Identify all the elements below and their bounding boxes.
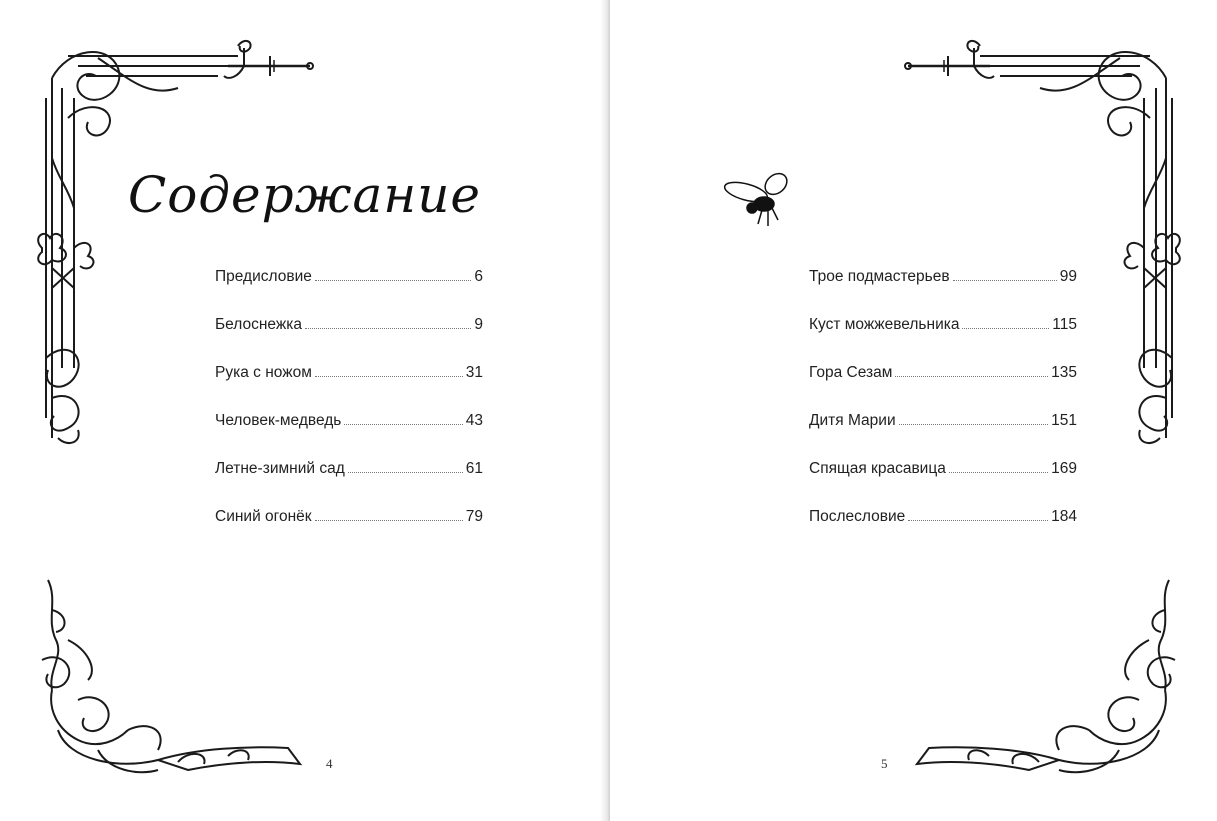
toc-entry-title: Предисловие (215, 268, 312, 285)
dot-leader (899, 423, 1049, 425)
toc-entry-page: 115 (1052, 316, 1077, 333)
toc-entry[interactable] (215, 460, 483, 508)
toc-entry-title: Гора Сезам (809, 364, 893, 381)
toc-entry-page: 6 (474, 268, 483, 285)
toc-list-right (809, 268, 1077, 556)
dot-leader (962, 327, 1049, 329)
toc-entry[interactable] (809, 460, 1077, 508)
toc-entry-title: Человек-медведь (215, 412, 342, 429)
fly-icon (722, 170, 802, 230)
dot-leader (348, 471, 463, 473)
toc-entry-page: 135 (1051, 364, 1077, 381)
toc-entry[interactable] (809, 268, 1077, 316)
toc-entry-title: Трое подмастерьев (809, 268, 950, 285)
toc-entry[interactable] (809, 316, 1077, 364)
dot-leader (908, 519, 1048, 521)
toc-list-left (215, 268, 483, 556)
toc-entry-page: 169 (1051, 460, 1077, 477)
dot-leader (949, 471, 1048, 473)
right-page (610, 0, 1217, 821)
toc-entry-title: Дитя Марии (809, 412, 896, 429)
dot-leader (315, 519, 463, 521)
page-number: 5 (881, 756, 888, 771)
toc-entry[interactable] (215, 316, 483, 364)
toc-entry[interactable] (809, 412, 1077, 460)
left-page (0, 0, 606, 821)
toc-entry-title: Куст можжевельника (809, 316, 960, 333)
toc-entry-page: 79 (465, 508, 483, 525)
dot-leader (315, 375, 463, 377)
toc-entry[interactable] (809, 508, 1077, 556)
toc-entry[interactable] (215, 412, 483, 460)
toc-entry-title: Спящая красавица (809, 460, 946, 477)
dot-leader (344, 423, 462, 425)
toc-entry-page: 151 (1051, 412, 1077, 429)
toc-entry-page: 31 (465, 364, 483, 381)
contents-title: Содержание (128, 166, 482, 224)
toc-entry-title: Послесловие (809, 508, 906, 525)
toc-entry[interactable] (215, 268, 483, 316)
toc-entry[interactable] (809, 364, 1077, 412)
page-number: 4 (326, 756, 333, 771)
toc-entry-page: 9 (474, 316, 483, 333)
toc-entry-page: 99 (1059, 268, 1077, 285)
toc-entry-title: Рука с ножом (215, 364, 312, 381)
ornamental-scroll-corner-icon (38, 580, 318, 780)
toc-entry-title: Белоснежка (215, 316, 302, 333)
toc-entry-page: 61 (465, 460, 483, 477)
toc-entry-page: 184 (1051, 508, 1077, 525)
ornamental-scroll-corner-icon (899, 580, 1179, 780)
dot-leader (315, 279, 472, 281)
toc-entry[interactable] (215, 508, 483, 556)
dot-leader (953, 279, 1057, 281)
toc-entry-title: Летне-зимний сад (215, 460, 345, 477)
toc-entry-title: Синий огонёк (215, 508, 312, 525)
dot-leader (895, 375, 1048, 377)
toc-entry-page: 43 (465, 412, 483, 429)
toc-entry[interactable] (215, 364, 483, 412)
dot-leader (305, 327, 471, 329)
